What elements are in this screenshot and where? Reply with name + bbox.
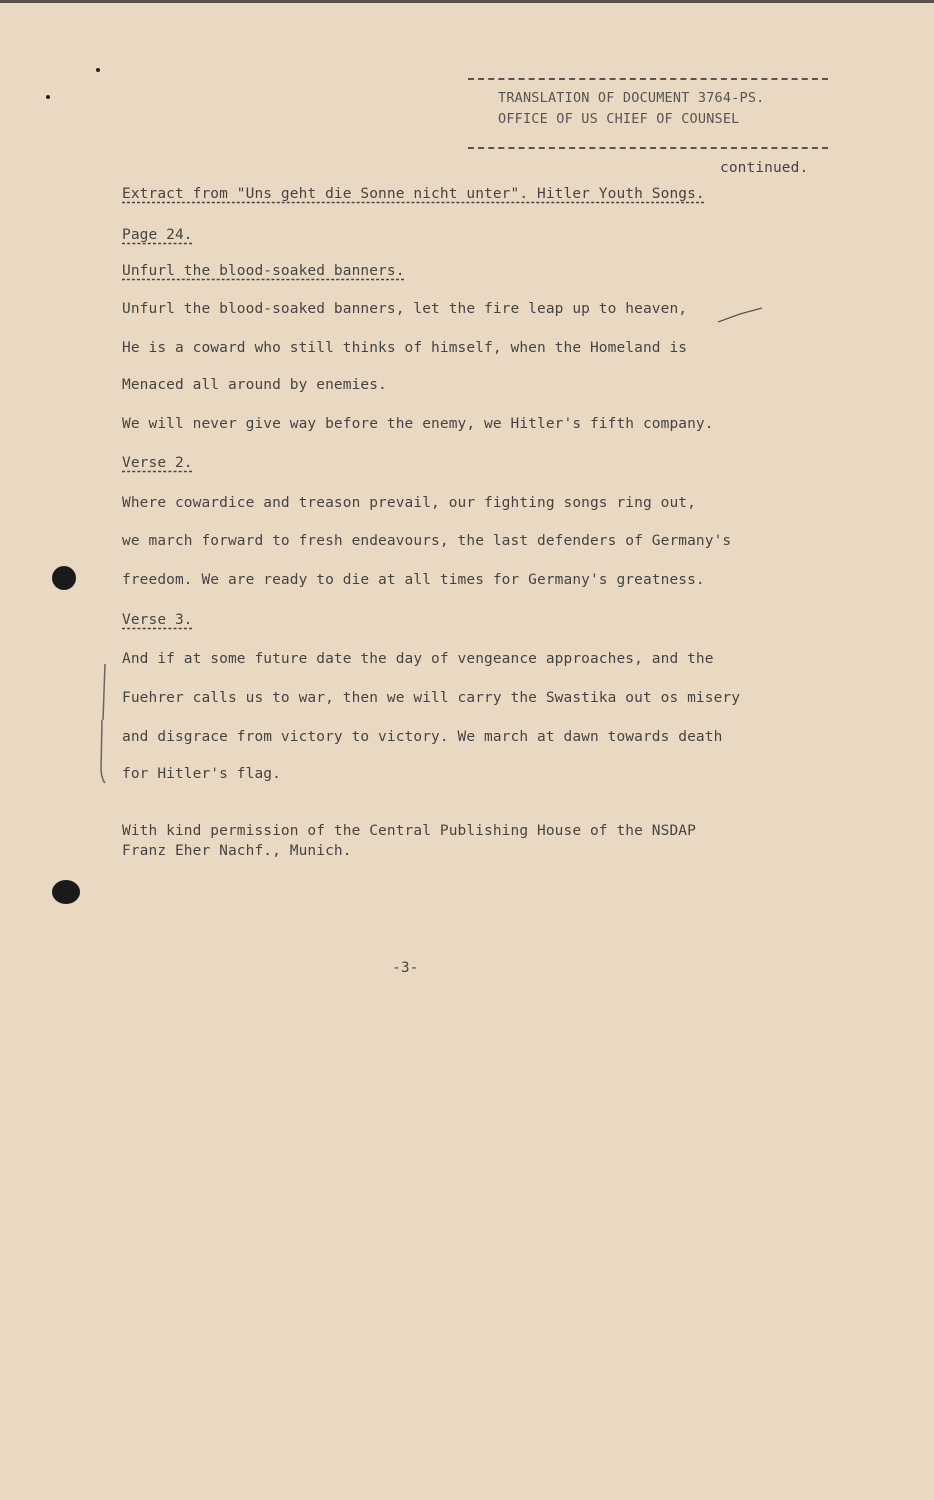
permission-line-1: With kind permission of the Central Publishing House of the NSDAP (122, 823, 696, 839)
verse3-line-3: and disgrace from victory to victory. We march at dawn towards death (122, 729, 723, 745)
verse1-line-1: Unfurl the blood-soaked banners, let the fire leap up to heaven, (122, 301, 688, 317)
verse1-line-2: He is a coward who still thinks of himself, when the Homeland is (122, 340, 688, 356)
ink-speck (96, 68, 100, 72)
page-number: -3- (392, 960, 419, 976)
translation-header (468, 78, 828, 148)
top-edge-line (0, 0, 934, 3)
pen-check-mark (710, 300, 770, 330)
verse1-line-3: Menaced all around by enemies. (122, 377, 387, 393)
header-bottom-rule (468, 147, 828, 149)
extract-heading: Extract from "Uns geht die Sonne nicht unter". Hitler Youth Songs. (122, 186, 705, 202)
page-heading: Page 24. (122, 227, 193, 243)
verse3-line-2: Fuehrer calls us to war, then we will carry the Swastika out os misery (122, 690, 741, 706)
verse2-line-2: we march forward to fresh endeavours, the last defenders of Germany's (122, 533, 732, 549)
ink-speck (46, 95, 50, 99)
song-title: Unfurl the blood-soaked banners. (122, 263, 405, 279)
header-top-rule (468, 78, 828, 80)
verse3-line-1: And if at some future date the day of vengeance approaches, and the (122, 651, 714, 667)
header-line-2: OFFICE OF US CHIEF OF COUNSEL (498, 111, 740, 127)
verse2-line-1: Where cowardice and treason prevail, our fighting songs ring out, (122, 495, 696, 511)
header-line-1: TRANSLATION OF DOCUMENT 3764-PS. (498, 90, 765, 106)
punch-hole (52, 880, 80, 904)
margin-bracket-mark (96, 660, 116, 785)
continued-label: continued. (720, 160, 809, 176)
verse3-line-4: for Hitler's flag. (122, 766, 281, 782)
verse2-line-3: freedom. We are ready to die at all times for Germany's greatness. (122, 572, 705, 588)
permission-line-2: Franz Eher Nachf., Munich. (122, 843, 352, 859)
verse3-heading: Verse 3. (122, 612, 193, 628)
punch-hole (52, 566, 76, 590)
verse1-line-4: We will never give way before the enemy, we Hitler's fifth company. (122, 416, 714, 432)
verse2-heading: Verse 2. (122, 455, 193, 471)
